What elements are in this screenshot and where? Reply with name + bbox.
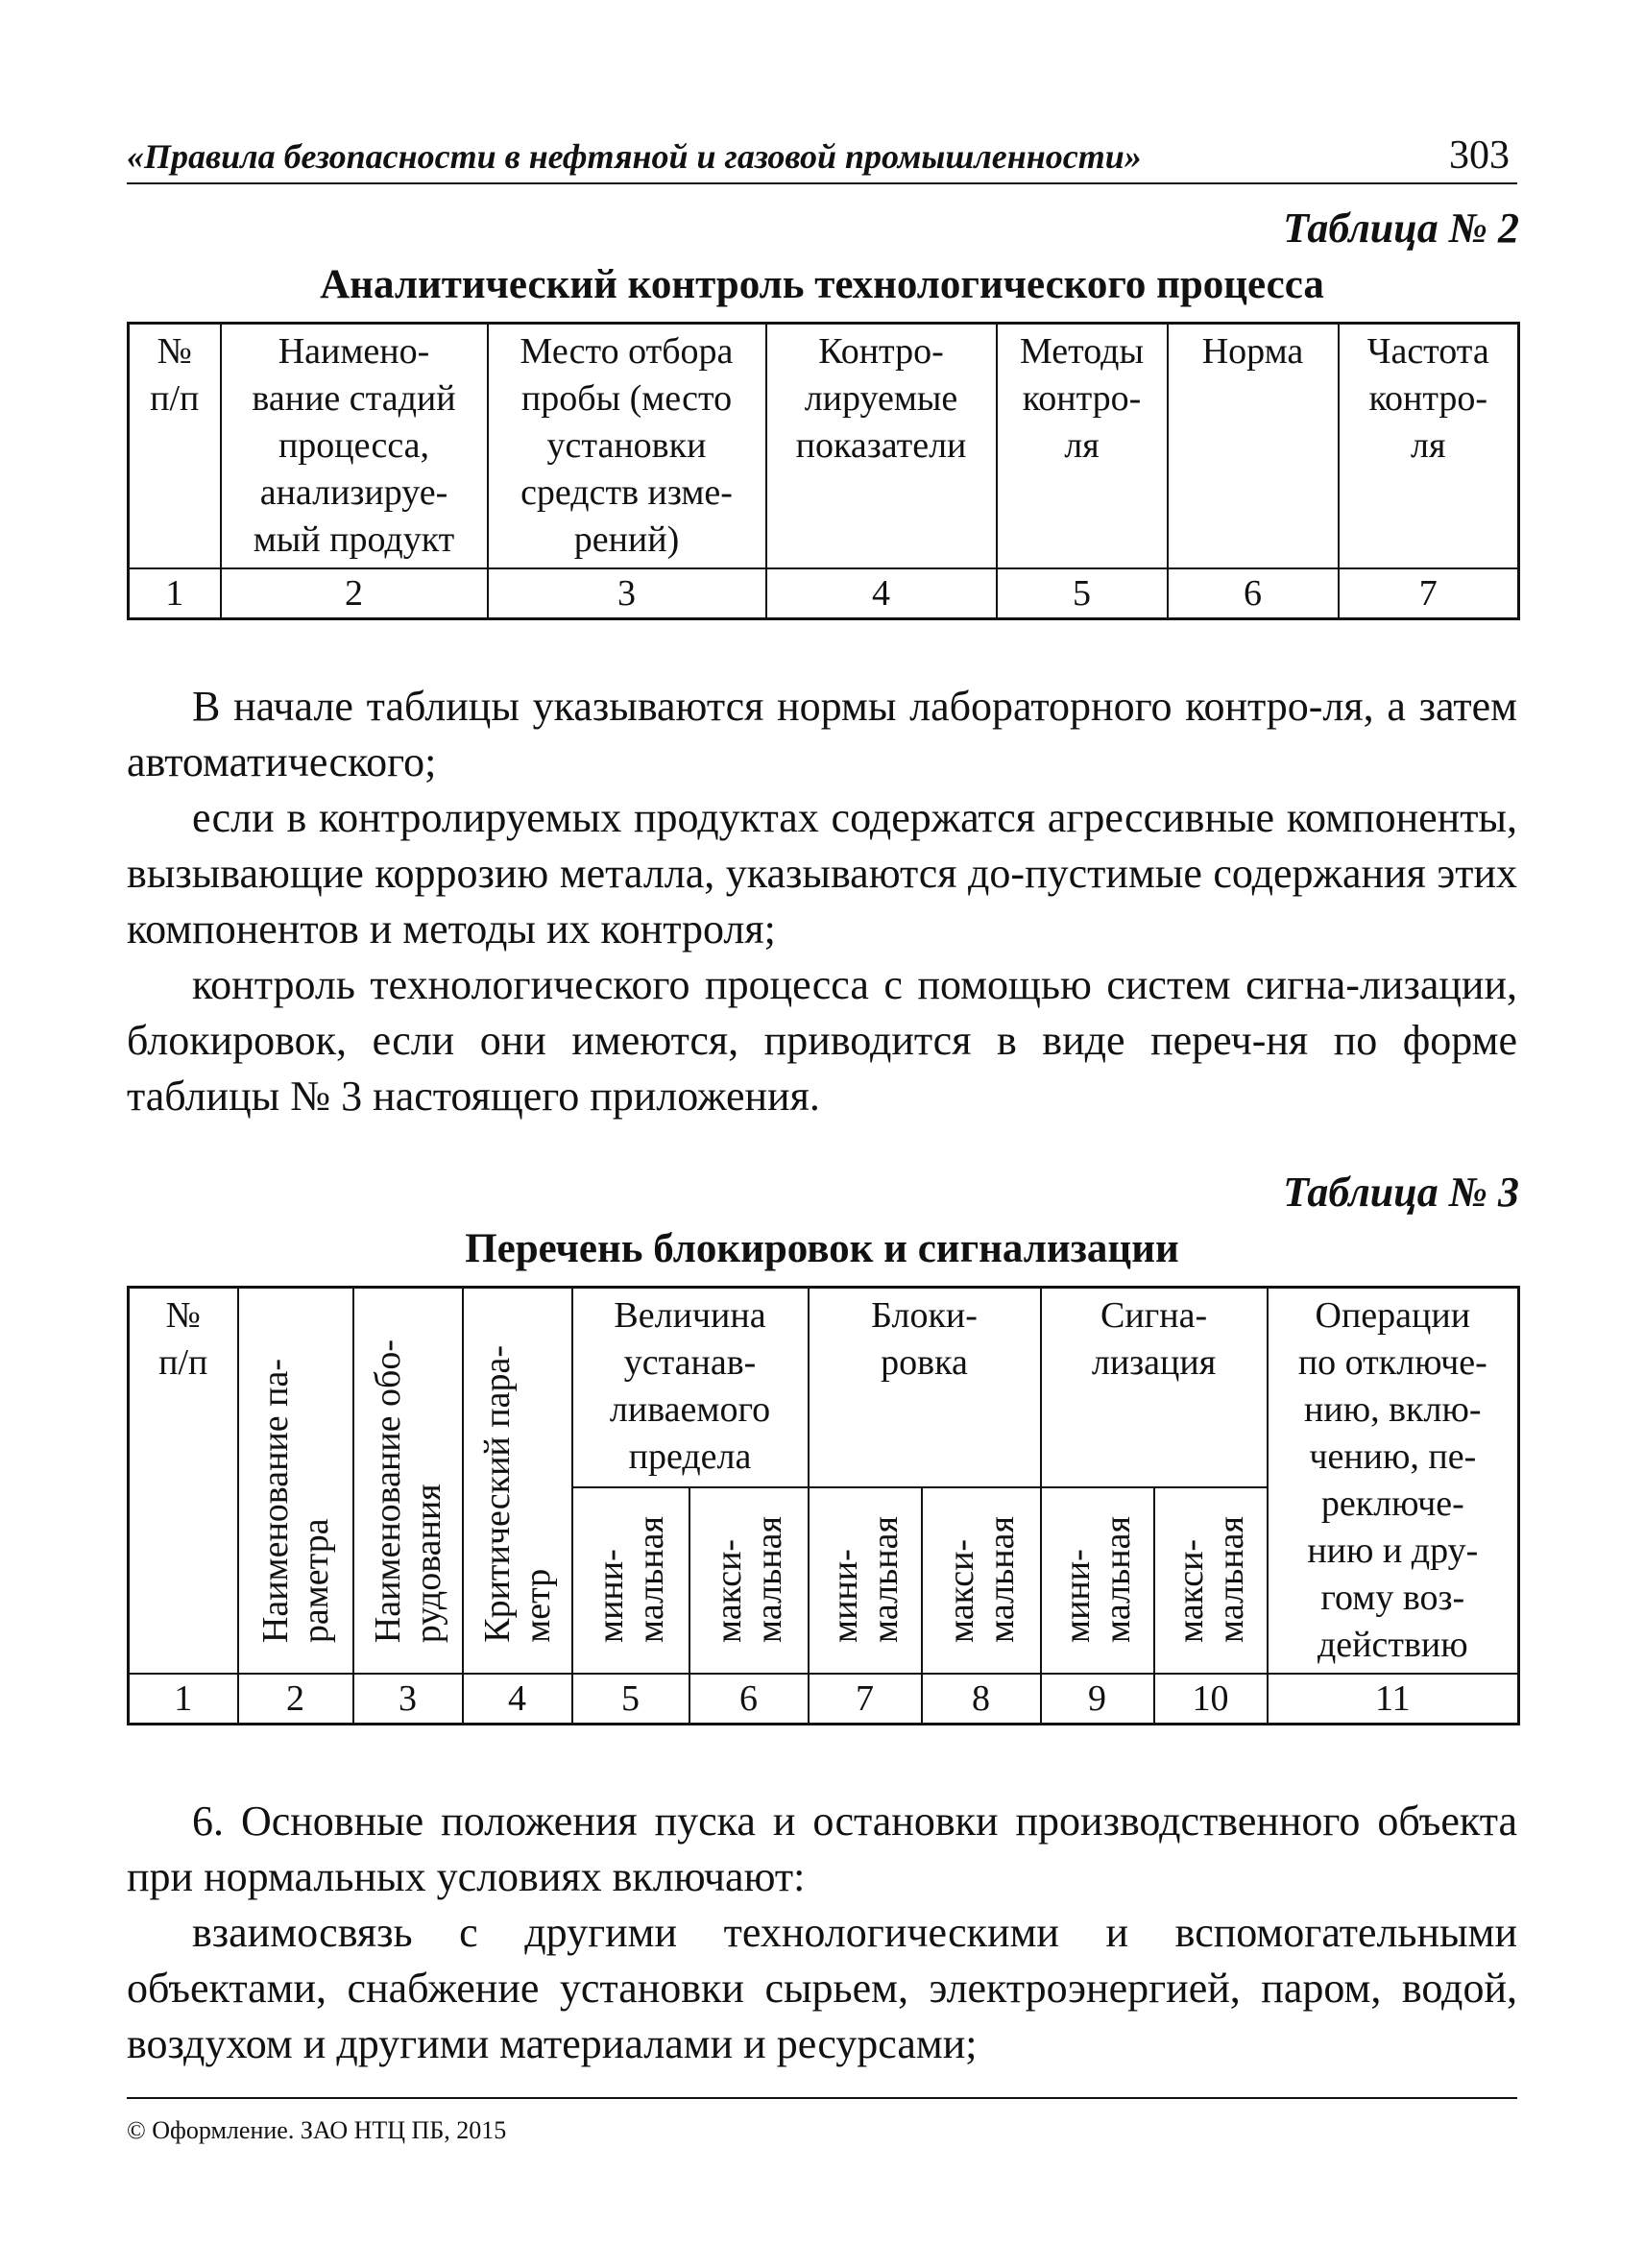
table3-number-cell: 8 (922, 1674, 1041, 1725)
table3-header-cell: Блоки- ровка (809, 1288, 1041, 1488)
table2-header-row (129, 324, 1519, 569)
table3-header-cell: Операции по отключе- нию, вклю- чению, пе- реключе- нию и дру- гому воз- действию (1268, 1288, 1519, 1675)
table3-subheader-cell (572, 1487, 689, 1674)
vertical-header-text: мини- мальная (1056, 1516, 1138, 1643)
table2-number-cell: 1 (129, 568, 221, 619)
table3-caption: Перечень блокировок и сигнализации (465, 1226, 1179, 1271)
table3-number-cell: 5 (572, 1674, 689, 1725)
vertical-header-text: Наименование обо- рудования (367, 1339, 448, 1643)
table3-subheader-cell (922, 1487, 1041, 1674)
table3-header-cell (238, 1288, 353, 1675)
paragraph: если в контролируемых продуктах содержатся агрессивные компоненты, вызывающие коррозию металла, указываются до-пустимые содержания этих компонентов и методы их контроля; (127, 794, 1517, 953)
table3-header-cell: Величина устанав- ливаемого предела (572, 1288, 809, 1488)
vertical-header-text: Наименование па- раметра (254, 1358, 336, 1643)
table3-subheader-cell (1041, 1487, 1154, 1674)
table2-label: Таблица № 2 (1283, 205, 1519, 252)
table2-number-row (129, 568, 1519, 619)
table2-header-cell: № п/п (129, 324, 221, 569)
copyright-text: © Оформление. ЗАО НТЦ ПБ, 2015 (127, 2116, 507, 2144)
table2-caption: Аналитический контроль технологического процесса (320, 262, 1324, 307)
table2-header-cell: Методы контро- ля (997, 324, 1168, 569)
vertical-header-text: макси- мальная (1170, 1516, 1251, 1643)
document-title: «Правила безопасности в нефтяной и газовой промышленности» (127, 137, 1142, 176)
table2-number-cell: 6 (1168, 568, 1339, 619)
vertical-header-text: макси- мальная (708, 1516, 789, 1643)
table3-number-cell: 1 (129, 1674, 238, 1725)
table3 (127, 1286, 1520, 1725)
table3-subheader-cell (689, 1487, 809, 1674)
table2-number-cell: 5 (997, 568, 1168, 619)
table3-header-cell: № п/п (129, 1288, 238, 1675)
table3-number-cell: 7 (809, 1674, 922, 1725)
table3-number-cell: 6 (689, 1674, 809, 1725)
table3-header-cell (463, 1288, 572, 1675)
table2-number-cell: 7 (1339, 568, 1519, 619)
table3-number-row (129, 1674, 1519, 1725)
table2-header-cell: Наимено- вание стадий процесса, анализируе- мый продукт (221, 324, 488, 569)
page-header (127, 133, 1517, 184)
table3-number-cell: 4 (463, 1674, 572, 1725)
table2 (127, 322, 1520, 620)
vertical-header-text: Критический пара- метр (476, 1345, 558, 1643)
table2-number-cell: 2 (221, 568, 488, 619)
paragraph: контроль технологического процесса с помощью систем сигна-лизации, блокировок, если они имеются, приводится в виде переч-ня по форме таблицы № 3 настоящего приложения. (127, 961, 1517, 1120)
table3-label: Таблица № 3 (1283, 1169, 1519, 1216)
table2-header-cell: Частота контро- ля (1339, 324, 1519, 569)
vertical-header-text: макси- мальная (940, 1516, 1022, 1643)
table3-number-cell: 3 (353, 1674, 463, 1725)
vertical-header-text: мини- мальная (590, 1516, 671, 1643)
body-text-block-2 (127, 1794, 1517, 2072)
table3-subheader-cell (809, 1487, 922, 1674)
table3-header-cell: Сигна- лизация (1041, 1288, 1268, 1488)
table3-header-row (129, 1288, 1519, 1488)
page-footer (127, 2097, 1517, 2145)
body-text-block-1 (127, 679, 1517, 1124)
paragraph: В начале таблицы указываются нормы лабораторного контро-ля, а затем автоматического; (127, 683, 1517, 785)
paragraph: 6. Основные положения пуска и остановки производственного объекта при нормальных условиях включают: (127, 1798, 1517, 1900)
table2-number-cell: 3 (488, 568, 766, 619)
table3-number-cell: 10 (1154, 1674, 1268, 1725)
table2-header-cell: Контро- лируемые показатели (766, 324, 997, 569)
table3-subheader-cell (1154, 1487, 1268, 1674)
table3-number-cell: 9 (1041, 1674, 1154, 1725)
vertical-header-text: мини- мальная (824, 1516, 906, 1643)
table3-number-cell: 11 (1268, 1674, 1519, 1725)
table2-header-cell: Норма (1168, 324, 1339, 569)
page-number: 303 (1449, 133, 1510, 178)
paragraph: взаимосвязь с другими технологическими и вспомогательными объектами, снабжение установки сырьем, электроэнергией, паром, водой, воздухом и другими материалами и ресурсами; (127, 1909, 1517, 2067)
table2-number-cell: 4 (766, 568, 997, 619)
table3-number-cell: 2 (238, 1674, 353, 1725)
table2-header-cell: Место отбора пробы (место установки средств изме- рений) (488, 324, 766, 569)
table3-header-cell (353, 1288, 463, 1675)
